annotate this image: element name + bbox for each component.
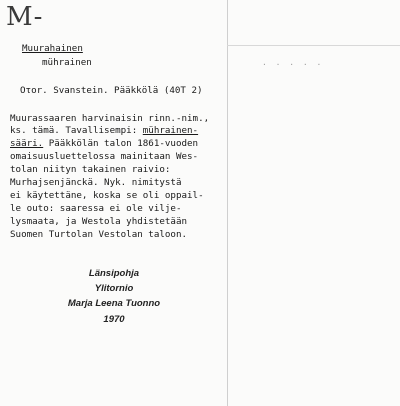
body-line-5: tolan niityn takainen raivio:	[10, 164, 171, 175]
body-line-9: lysmaata, ja Westola yhdistetään	[10, 216, 188, 227]
body-line-8: le outo: saaressa ei ole vilje-	[10, 203, 182, 214]
body-line-7: ei käytettäne, koska se oli oppail-	[10, 190, 204, 201]
headword-variant: mührainen	[42, 57, 92, 68]
right-column-rule	[227, 45, 400, 46]
column-divider	[227, 0, 228, 406]
handwritten-index-letter: M-	[6, 2, 44, 32]
body-line-4: omaisuusluettelossa mainitaan Wes-	[10, 151, 199, 162]
signature-place-2: Ylitornio	[94, 283, 134, 294]
location-line: Oτor. Svanstein. Pääkkölä (40T 2)	[20, 85, 203, 96]
body-line-2-text: ks. tämä. Tavallisempi:	[10, 125, 143, 136]
body-line-2	[10, 125, 198, 137]
signature-place-1: Länsipohja	[88, 268, 140, 279]
body-line-6: Murhajsenjänckä. Nyk. nimitystä	[10, 177, 182, 188]
signature-collector: Marja Leena Tuonno	[67, 298, 161, 309]
signature-year: 1970	[103, 314, 125, 325]
body-line-3-text: Pääkkölän talon 1861-vuoden	[43, 138, 199, 149]
right-column-marks: · · · · ·	[262, 60, 324, 69]
underlined-term-2: sääri.	[10, 138, 44, 149]
headword: Muurahainen	[22, 43, 83, 54]
underlined-term-1: mührainen-	[142, 125, 199, 136]
body-line-3	[10, 138, 198, 150]
body-line-1: Muurassaaren harvinaisin rinn.-nim.,	[10, 113, 210, 124]
body-line-10: Suomen Turtolan Vestolan taloon.	[10, 229, 188, 240]
